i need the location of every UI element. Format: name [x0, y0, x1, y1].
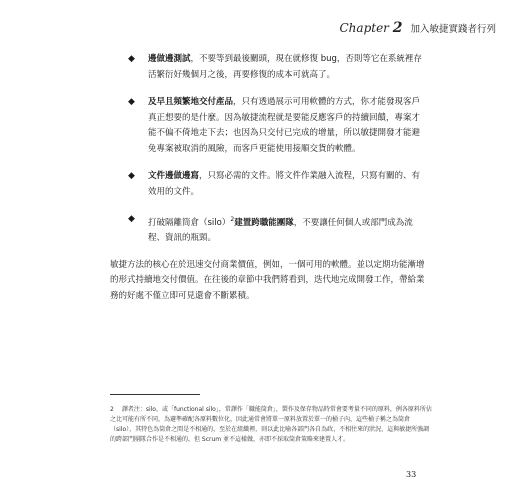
- bullet-text: ，不要等到最後關頭，現在就修復 bug，否則等它在系統裡存活繁衍好幾個月之後，再要修復的成本可就高了。: [148, 54, 422, 80]
- bullet-bold-term: 及早且頻繁地交付產品: [148, 97, 234, 107]
- bullet-text: ，只寫必需的文件。將文件作業融入流程，只寫有關的、有效用的文件。: [148, 171, 421, 197]
- bullet-item: [128, 95, 428, 157]
- bullet-bold-term: 文件邊做邊寫: [148, 171, 200, 181]
- diamond-bullet-icon: ◆: [128, 54, 135, 64]
- bullet-text: ，只有透過展示可用軟體的方式，你才能發現客戶真正想要的是什麼。因為敏捷流程就是要能反應客戶的持續回饋，專案才能不偏不倚地走下去；也因為只交付已完成的增量，所以敏捷開發才能避免專案被取消的風險，而客戶更能使用接順交貨的軟體。: [148, 97, 421, 154]
- bullet-bold-term: 邊做邊測試: [148, 54, 191, 64]
- chapter-word: Chapter: [339, 21, 389, 35]
- bullet-lead-text: 打破隔離筒倉（silo）: [148, 217, 231, 228]
- footnote-text: 譯者注：silo，或「functional silo」，常譯作「職能筒倉」，製作及保存物品時常會要考量不同的原料，例各原料所佔之比可能有所不同，為避準確配各原料數位化，因此通常會將單一原料放置於單一的桶子內，這些桶子稱之為筒倉（silo），其特色為筒倉之間是不相通的，至於在組織裡，則以此比喻各部門各自為政、不相往來的狀況，這與敏捷所強調的跨部門團隊合作是不相通的，但 Scrum 並不這樣做，亦即不採取筒倉策略來建置人才。: [110, 406, 432, 443]
- footnote-divider: [110, 394, 200, 395]
- bullet-text: ，不要讓任何個人或部門成為流程、資訊的瓶頸。: [148, 217, 413, 244]
- footnote-mark: 2: [110, 406, 114, 413]
- bullet-item: [128, 169, 428, 200]
- body-paragraph: 敏捷方法的核心在於迅速交付商業價值，例如，一個可用的軟體。並以定期功能漸增的形式持續地交付價值。在往後的章節中我們將看到，迭代地完成開發工作，帶給業務的好處不僅立即可見還會不斷累積。: [110, 259, 425, 301]
- bullet-item: [128, 52, 428, 83]
- diamond-bullet-icon: ◆: [128, 171, 135, 181]
- bullet-item: [128, 212, 428, 247]
- bullet-bold-term: 建置跨職能團隊: [234, 217, 294, 228]
- diamond-bullet-icon: ◆: [128, 214, 135, 224]
- footnote-ref[interactable]: 2: [230, 216, 235, 223]
- page-number: 33: [406, 470, 417, 479]
- bullet-list: [128, 52, 428, 259]
- chapter-number: 2: [392, 20, 403, 36]
- footnote: [110, 405, 432, 445]
- chapter-title: 加入敏捷實踐者行列: [410, 24, 496, 35]
- running-header: [340, 20, 497, 36]
- chapter-label: [340, 20, 403, 36]
- diamond-bullet-icon: ◆: [128, 97, 135, 107]
